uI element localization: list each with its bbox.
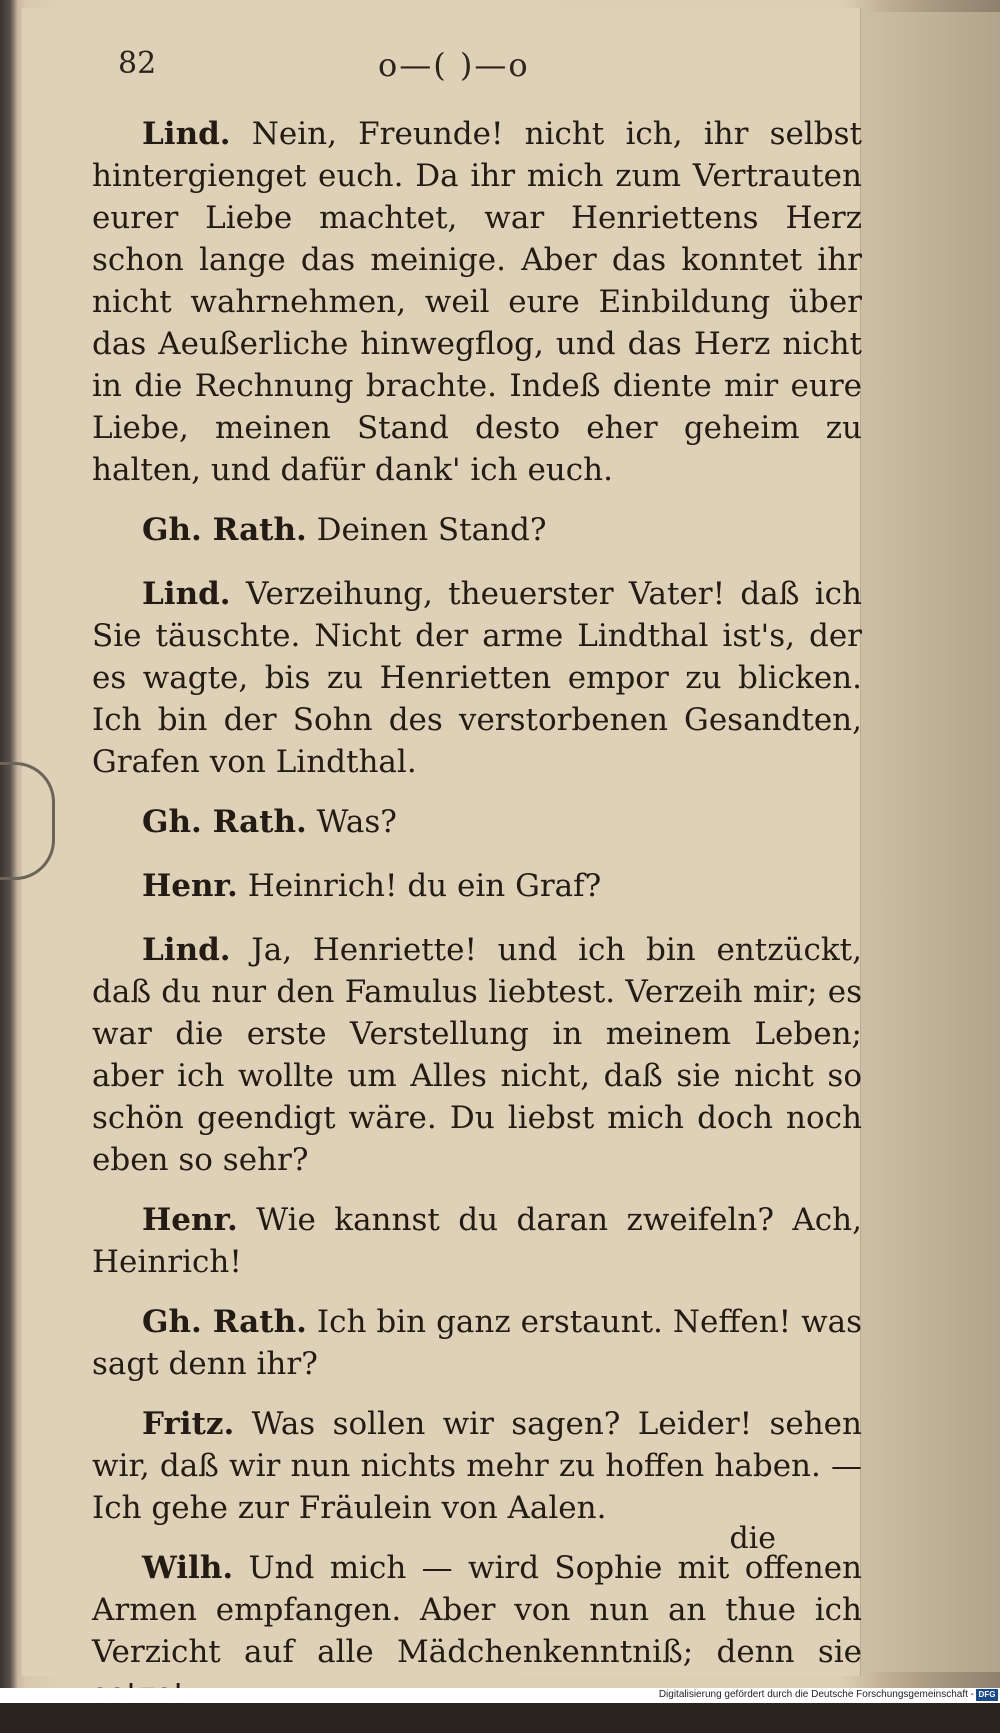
paragraph-text: Und mich — wird Sophie mit offenen Armen empfangen. Aber von nun an thue ich Verzicht auf alle Mädchenkenntniß; denn sie (92, 1550, 863, 1670)
speaker-name: Gh. Rath. (142, 1304, 307, 1340)
speaker-name: Lind. (142, 932, 231, 968)
paragraph (92, 573, 862, 783)
paragraph (92, 1403, 862, 1529)
paragraph (92, 509, 862, 551)
speaker-name: Henr. (142, 1202, 238, 1238)
paragraph-text: Deinen Stand? (316, 512, 547, 548)
paragraph (92, 1199, 862, 1283)
footer-credit: Digitalisierung gefördert durch die Deutsche Forschungsgemeinschaft - (658, 1689, 974, 1700)
paragraph-text: Heinrich! du ein Graf? (247, 868, 602, 904)
speaker-name: Lind. (142, 116, 231, 152)
speaker-name: Lind. (142, 576, 231, 612)
paragraph-text: Wie kannst du daran zweifeln? Ach, Heinrich! (92, 1202, 862, 1280)
paragraph (92, 1301, 862, 1385)
catchword: die (729, 1521, 776, 1556)
speaker-name: Fritz. (142, 1406, 235, 1442)
paragraph-text: Nein, Freunde! nicht ich, ihr selbst hintergienget euch. Da ihr mich zum Vertrauten eurer Liebe machtet, war Henriettens Herz schon lange das meinige. Aber das konntet ihr nicht wahrnehmen, weil eure Einbildung über das Aeußerliche hinwegflog, und das Herz nicht in die Rechnung brachte. Indeß diente mir eure Liebe, meinen Stand desto eher geheim zu halten, und dafür dank' ich euch. (92, 116, 862, 488)
paragraph (92, 865, 862, 907)
dialogue-text (92, 113, 862, 1733)
paragraph (92, 801, 862, 843)
paragraph-text: Ich bin ganz erstaunt. Neffen! was sagt denn ihr? (92, 1304, 863, 1382)
dfg-logo: DFG (976, 1689, 998, 1701)
paragraph-text: Was sollen wir sagen? Leider! sehen wir, daß wir nun nichts mehr zu hoffen haben. — Ich gehe zur Fräulein von Aalen. (92, 1406, 862, 1526)
paragraph (92, 113, 862, 491)
book-page (22, 8, 861, 1676)
paragraph (92, 929, 862, 1181)
digitization-footer (0, 1688, 1000, 1703)
speaker-name: Wilh. (142, 1550, 234, 1586)
paragraph-text: Was? (316, 804, 397, 840)
speaker-name: Gh. Rath. (142, 512, 307, 548)
page-header (118, 46, 858, 86)
paragraph-text: Ja, Henriette! und ich bin entzückt, daß du nur den Famulus liebtest. Verzeih mir; es war die erste Verstellung in meinem Leben; aber ich wollte um Alles nicht, daß sie nicht so schön geendigt wäre. Du liebst mich doch noch eben so sehr? (92, 932, 862, 1178)
header-ornament: o—( )—o (378, 46, 530, 84)
speaker-name: Henr. (142, 868, 238, 904)
speaker-name: Gh. Rath. (142, 804, 307, 840)
bookmark-ribbon (0, 762, 55, 880)
page-edges (858, 12, 1000, 1672)
page-number: 82 (118, 46, 157, 81)
paragraph-text: Verzeihung, theuerster Vater! daß ich Sie täuschte. Nicht der arme Lindthal ist's, der es wagte, bis zu Henrietten empor zu blicken. Ich bin der Sohn des verstorbenen Gesandten, Grafen von Lindthal. (92, 576, 862, 780)
